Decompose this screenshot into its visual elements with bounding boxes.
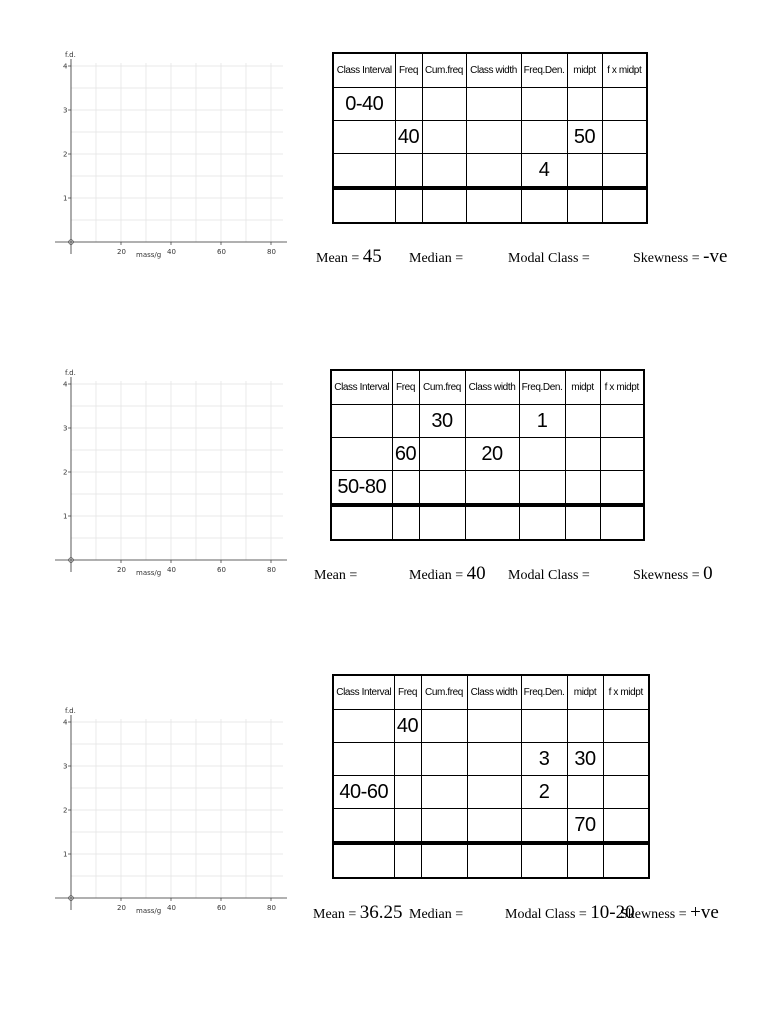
mean-value: 36.25 [359,902,403,923]
cell-freq-den [521,188,567,223]
y-axis-label: f.d. [65,707,76,715]
cell-freq [395,188,422,223]
table-body [331,405,644,541]
x-tick-label: 60 [217,566,226,574]
header-freq-den: Freq.Den. [519,370,565,405]
cell-class-interval [333,843,394,878]
mean-label: Mean = [316,251,360,266]
x-tick-label: 40 [167,566,176,574]
header-class-width: Class width [465,370,519,405]
cell-midpt: 70 [567,809,603,844]
x-tick-label: 80 [267,904,276,912]
cell-class-width [466,154,521,189]
cell-f-x-midpt [602,188,647,223]
cell-freq [392,471,419,506]
cell-cum-freq [421,809,467,844]
table-header-row [331,370,644,405]
frequency-table-3 [332,674,650,879]
x-axis-label: mass/g [136,251,162,259]
modal-class-label: Modal Class = [508,568,590,583]
y-tick-label: 3 [63,762,68,771]
cell-freq-den [519,471,565,506]
cell-midpt [565,471,600,506]
median-label: Median = [409,907,464,922]
cell-freq-den [519,438,565,471]
header-freq-den: Freq.Den. [521,675,567,710]
table-row [333,188,647,223]
cell-class-interval: 0-40 [333,88,395,121]
histogram-grid-3 [55,701,290,916]
table-row [331,405,644,438]
cell-freq [392,405,419,438]
y-tick-label: 4 [63,380,68,389]
header-class-interval: Class Interval [333,675,394,710]
cell-class-interval [333,809,394,844]
skewness-label: Skewness = [633,568,700,583]
grid-svg [55,45,290,260]
cell-freq [394,843,421,878]
cell-f-x-midpt [600,505,644,540]
cell-cum-freq [421,843,467,878]
cell-f-x-midpt [600,438,644,471]
table-body [333,710,649,879]
cell-f-x-midpt [603,843,649,878]
cell-f-x-midpt [603,710,649,743]
x-axis-label: mass/g [136,569,162,577]
cell-cum-freq [421,743,467,776]
cell-freq-den: 2 [521,776,567,809]
y-axis-label: f.d. [65,51,76,59]
header-f-x-midpt: f x midpt [602,53,647,88]
x-tick-label: 40 [167,904,176,912]
modal-class-label: Modal Class = [508,251,590,266]
cell-freq-den: 3 [521,743,567,776]
y-tick-label: 2 [63,806,68,815]
header-class-width: Class width [466,53,521,88]
x-tick-label: 20 [117,566,126,574]
modal-class-label: Modal Class = [505,907,587,922]
y-tick-label: 3 [63,424,68,433]
cell-freq [394,743,421,776]
cell-freq [394,776,421,809]
y-tick-label: 2 [63,468,68,477]
cell-freq-den [519,505,565,540]
cell-class-interval [333,743,394,776]
cell-class-interval: 50-80 [331,471,392,506]
x-tick-label: 60 [217,248,226,256]
mean-label: Mean = [313,907,357,922]
cell-freq [394,809,421,844]
cell-midpt [567,188,602,223]
stats-line-3 [313,902,763,926]
cell-freq [395,154,422,189]
cell-freq-den [521,843,567,878]
cell-freq [395,88,422,121]
x-tick-label: 80 [267,566,276,574]
skewness-value: +ve [690,902,719,923]
cell-f-x-midpt [603,776,649,809]
cell-freq-den [521,809,567,844]
mean-value: 45 [362,246,382,267]
table-row [331,505,644,540]
table-row [333,743,649,776]
cell-class-interval [331,405,392,438]
cell-midpt [565,405,600,438]
cell-class-width [467,809,521,844]
x-tick-label: 80 [267,248,276,256]
y-tick-label: 2 [63,150,68,159]
skewness-label: Skewness = [620,907,687,922]
median-label: Median = [409,568,464,583]
x-axis-label: mass/g [136,907,162,915]
cell-class-width [465,505,519,540]
table-row [333,710,649,743]
table-row [333,154,647,189]
cell-class-width [466,188,521,223]
header-freq: Freq [395,53,422,88]
header-freq: Freq [394,675,421,710]
cell-cum-freq: 30 [419,405,465,438]
stats-line-1 [316,246,756,270]
cell-freq: 40 [394,710,421,743]
table-row [333,809,649,844]
cell-f-x-midpt [603,743,649,776]
cell-cum-freq [419,505,465,540]
table-row [333,88,647,121]
header-f-x-midpt: f x midpt [603,675,649,710]
header-f-x-midpt: f x midpt [600,370,644,405]
table-row [331,438,644,471]
y-tick-label: 3 [63,106,68,115]
cell-freq-den [521,88,567,121]
median-label: Median = [409,251,464,266]
median-value: 40 [466,563,486,584]
cell-midpt [567,154,602,189]
cell-class-width [465,405,519,438]
cell-class-width [467,743,521,776]
header-midpt: midpt [567,675,603,710]
cell-f-x-midpt [602,121,647,154]
cell-cum-freq [422,88,466,121]
cell-cum-freq [422,154,466,189]
cell-class-interval [333,188,395,223]
cell-class-interval [333,154,395,189]
cell-midpt [567,710,603,743]
cell-midpt: 30 [567,743,603,776]
y-axis-label: f.d. [65,369,76,377]
cell-cum-freq [421,710,467,743]
cell-f-x-midpt [602,154,647,189]
header-cum-freq: Cum.freq [421,675,467,710]
y-tick-label: 4 [63,718,68,727]
header-class-interval: Class Interval [333,53,395,88]
cell-midpt [565,438,600,471]
header-cum-freq: Cum.freq [419,370,465,405]
cell-class-interval: 40-60 [333,776,394,809]
header-midpt: midpt [565,370,600,405]
cell-class-width [467,776,521,809]
y-tick-label: 1 [63,850,68,859]
cell-cum-freq [421,776,467,809]
modal-class-value: 10-20 [590,902,635,923]
cell-f-x-midpt [600,405,644,438]
cell-f-x-midpt [602,88,647,121]
cell-freq: 60 [392,438,419,471]
cell-midpt [567,776,603,809]
frequency-table-2 [330,369,645,541]
cell-class-width [466,88,521,121]
histogram-grid-2 [55,363,290,578]
cell-freq-den: 4 [521,154,567,189]
cell-f-x-midpt [603,809,649,844]
cell-freq-den: 1 [519,405,565,438]
cell-class-interval [333,710,394,743]
x-tick-label: 20 [117,248,126,256]
cell-class-width [465,471,519,506]
cell-cum-freq [422,121,466,154]
cell-cum-freq [419,438,465,471]
mean-label: Mean = [314,568,358,583]
table-row [333,121,647,154]
stats-line-2 [314,563,754,587]
cell-freq [392,505,419,540]
cell-class-interval [331,505,392,540]
frequency-table-1 [332,52,648,224]
cell-midpt: 50 [567,121,602,154]
table-header-row [333,53,647,88]
cell-freq: 40 [395,121,422,154]
cell-class-width: 20 [465,438,519,471]
x-tick-label: 20 [117,904,126,912]
table-row [333,843,649,878]
table-row [331,471,644,506]
grid-svg [55,701,290,916]
cell-freq-den [521,121,567,154]
table-row [333,776,649,809]
table-header-row [333,675,649,710]
cell-class-width [467,710,521,743]
header-cum-freq: Cum.freq [422,53,466,88]
table-body [333,88,647,224]
grid-svg [55,363,290,578]
cell-freq-den [521,710,567,743]
header-class-interval: Class Interval [331,370,392,405]
cell-cum-freq [422,188,466,223]
cell-midpt [565,505,600,540]
header-midpt: midpt [567,53,602,88]
skewness-value: 0 [703,563,713,584]
header-freq-den: Freq.Den. [521,53,567,88]
cell-midpt [567,843,603,878]
cell-class-interval [333,121,395,154]
x-tick-label: 40 [167,248,176,256]
cell-cum-freq [419,471,465,506]
cell-class-interval [331,438,392,471]
skewness-value: -ve [703,246,728,267]
cell-midpt [567,88,602,121]
x-tick-label: 60 [217,904,226,912]
cell-class-width [467,843,521,878]
histogram-grid-1 [55,45,290,260]
cell-f-x-midpt [600,471,644,506]
cell-class-width [466,121,521,154]
header-freq: Freq [392,370,419,405]
y-tick-label: 1 [63,194,68,203]
header-class-width: Class width [467,675,521,710]
y-tick-label: 1 [63,512,68,521]
y-tick-label: 4 [63,62,68,71]
skewness-label: Skewness = [633,251,700,266]
